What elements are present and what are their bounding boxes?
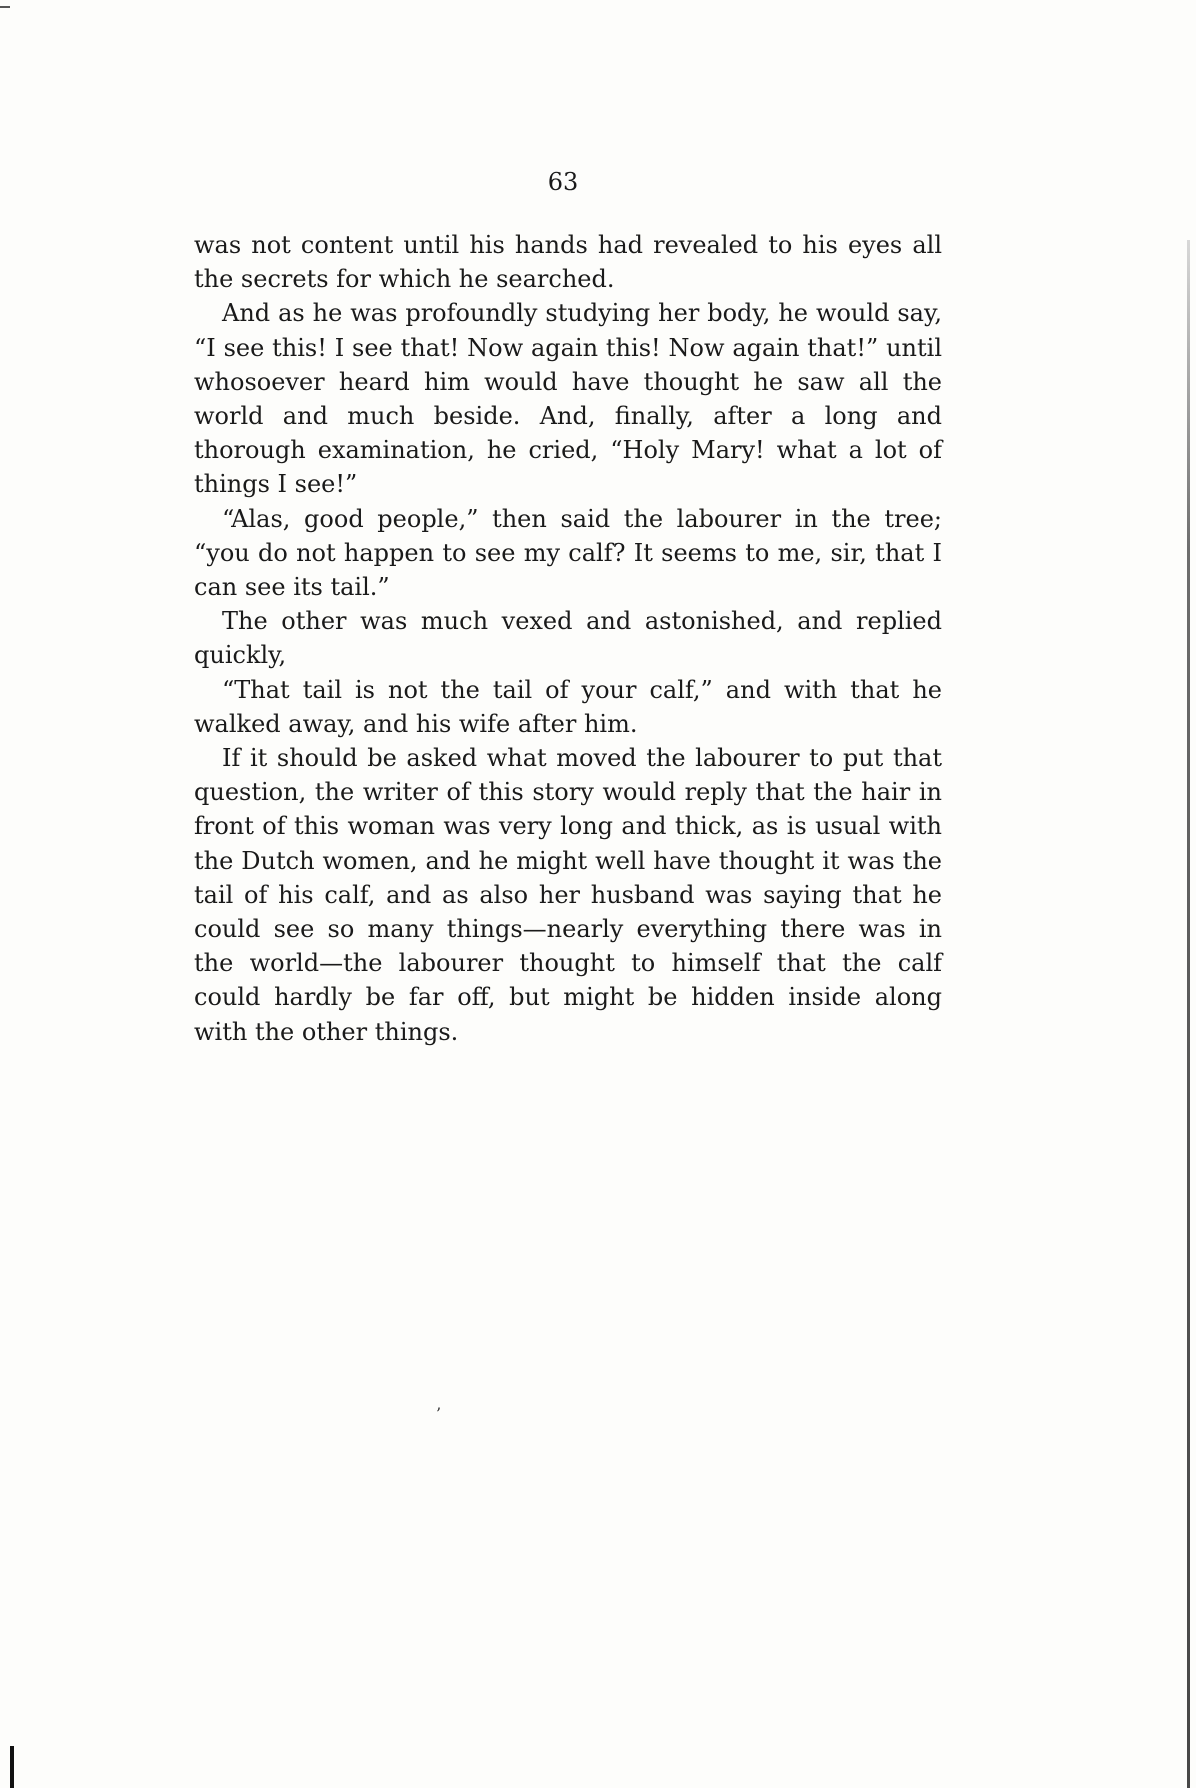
binding-edge <box>1187 240 1190 1788</box>
stray-ink-mark: ’ <box>436 1404 442 1423</box>
page-number: 63 <box>547 168 579 196</box>
paragraph: was not content until his hands had revealed to his eyes all the secrets for which he searched. <box>194 231 942 294</box>
paragraph: And as he was profoundly studying her body, he would say, “I see this! I see that! Now again this! Now again that!” until whosoever heard him would have thought he saw all the world and much beside. And, finally, after a long and thorough examination, he cried, “Holy Mary! what a lot of things I see!” <box>194 299 942 499</box>
paragraph: “Alas, good people,” then said the labourer in the tree; “you do not happen to see my calf? It seems to me, sir, that I can see its tail.” <box>194 504 942 602</box>
body-text <box>194 228 942 1049</box>
paragraph: “That tail is not the tail of your calf,” and with that he walked away, and his wife after him. <box>194 675 942 738</box>
scan-artifact <box>0 6 10 8</box>
paragraph: If it should be asked what moved the labourer to put that question, the writer of this story would reply that the hair in front of this woman was very long and thick, as is usual with the Dutch women, and he might well have thought it was the tail of his calf, and as also her husband was saying that he could see so many things—nearly everything there was in the world—the labourer thought to himself that the calf could hardly be far off, but might be hidden inside along with the other things. <box>194 744 942 1046</box>
paragraph: The other was much vexed and astonished, and replied quickly, <box>194 607 942 670</box>
scan-artifact <box>10 1746 14 1788</box>
